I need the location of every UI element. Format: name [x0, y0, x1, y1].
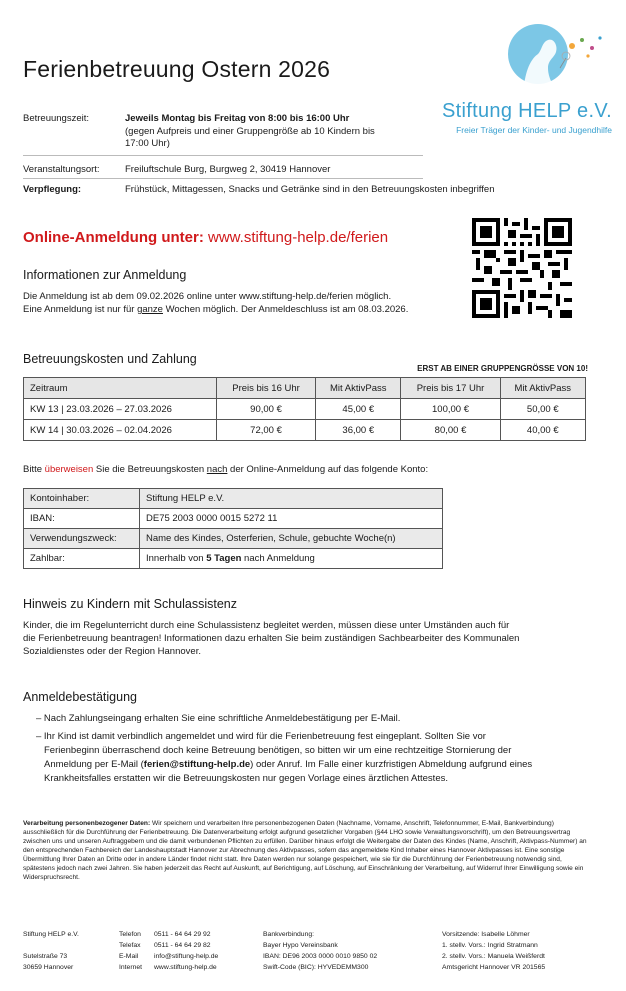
- table-header: Preis bis 16 Uhr: [217, 378, 316, 399]
- anmeldung-url: www.stiftung-help.de/ferien: [239, 291, 354, 302]
- cost-table: [23, 377, 586, 441]
- table-header: Mit AktivPass: [500, 378, 585, 399]
- footer-contact-labels: Telefon Telefax E-Mail Internet: [119, 931, 143, 971]
- privacy-notice: Verarbeitung personenbezogener Daten: Wir speichern und verarbeiten Ihre personenbezogenen Daten (Nachname, Vorname, Anschrift, Telefonnummer, E-Mail, Bankverbindung) ausschließlich für die Durchführung der Ferienbetreuung. Die Datenverarbeitung erfolgt aufgrund gesetzlicher Vorgaben (§44 LHO sowie Verwaltungsvorschrift), um den Betreuungsvertrag zwischen uns und unseren Auftraggebern und die damit verbundenen Pflichten zu erfüllen. Darüber hinaus erfolgt die Weitergabe der Daten des Kindes (Name, Anschrift, Aktivpass-Nummer) an den entsprechenden Fachbereich der Landeshauptstadt Hannover zur Abrechnung des Aktivpasses, sofern das angemeldete Kind Inhaber eines Hannover Aktivpasses ist. Eine sonstige Übermittlung Ihrer Daten an Dritte oder in andere Länder findet nicht statt. Ihre Daten werden nur solange gespeichert, wie sie für die Durchführung der Ferienbetreuung notwendig sind, spätestens jedoch nach zwei Jahren. Sie haben jederzeit das Recht auf Auskunft, auf Berichtigung, auf Löschung, auf Einschränkung der Verarbeitung, auf Widerruf Ihrer Einwilligung sowie ein Widerspruchsrecht.: [23, 820, 587, 881]
- logo: [432, 24, 612, 134]
- table-cell: Zahlbar:: [24, 549, 140, 569]
- table-cell: 50,00 €: [500, 399, 585, 420]
- divider: [23, 155, 423, 156]
- verpflegung-value: Frühstück, Mittagessen, Snacks und Getränke sind in den Betreuungskosten inbegriffen: [125, 184, 495, 195]
- kosten-heading: Betreuungskosten und Zahlung: [23, 352, 197, 366]
- betreuungszeit-note-2: 17:00 Uhr): [125, 138, 170, 149]
- footer-org: Stiftung HELP e.V. Sutelstraße 73 30659 Hannover: [23, 931, 79, 971]
- table-row: [24, 489, 443, 509]
- schulassistenz-line-3: Sozialdienstes oder der Region Hannover.: [23, 646, 201, 657]
- footer-bank: Bankverbindung: Bayer Hypo Vereinsbank IBAN: DE96 2003 0000 0010 9850 02 Swift-Code (BIC): HYVEDEMM300: [263, 931, 378, 971]
- anmeldung-line-2: Eine Anmeldung ist nur für ganze Wochen möglich. Der Anmeldeschluss ist am 08.03.2026.: [23, 304, 409, 315]
- table-cell: Innerhalb von 5 Tagen nach Anmeldung: [140, 549, 443, 569]
- table-cell: DE75 2003 0000 0015 5272 11: [140, 509, 443, 529]
- verpflegung-label: Verpflegung:: [23, 184, 82, 195]
- betreuungszeit-value: Jeweils Montag bis Freitag von 8:00 bis 16:00 Uhr: [125, 113, 350, 124]
- kosten-note: ERST AB EINER GRUPPENGRÖSSE VON 10!: [417, 364, 588, 373]
- bestaetigung-item-2-line-3: Anmeldung per E-Mail (ferien@stiftung-help.de) oder Anruf. Im Falle einer kurzfristigen Abmeldung aufgrund eines: [44, 759, 533, 770]
- footer-contact-values: 0511 - 64 64 29 92 0511 - 64 64 29 82 info@stiftung-help.de www.stiftung-help.de: [154, 931, 219, 971]
- footer-web-link[interactable]: www.stiftung-help.de: [154, 964, 217, 971]
- table-cell: Verwendungszweck:: [24, 529, 140, 549]
- logo-subtitle: Freier Träger der Kinder- und Jugendhilfe: [456, 125, 612, 135]
- anmeldung-heading: Informationen zur Anmeldung: [23, 268, 187, 282]
- bank-intro: Bitte überweisen Sie die Betreuungskosten nach der Online-Anmeldung auf das folgende Konto:: [23, 464, 429, 475]
- table-cell: KW 14 | 30.03.2026 – 02.04.2026: [24, 420, 217, 441]
- bestaetigung-item-1: – Nach Zahlungseingang erhalten Sie eine schriftliche Anmeldebestätigung per E-Mail.: [36, 713, 401, 724]
- table-cell: Stiftung HELP e.V.: [140, 489, 443, 509]
- table-cell: 40,00 €: [500, 420, 585, 441]
- table-cell: 45,00 €: [316, 399, 401, 420]
- table-cell: Kontoinhaber:: [24, 489, 140, 509]
- table-cell: KW 13 | 23.03.2026 – 27.03.2026: [24, 399, 217, 420]
- divider: [23, 178, 423, 179]
- online-label: Online-Anmeldung unter:: [23, 229, 204, 246]
- bestaetigung-item-2-line-2: Ferienbeginn überraschend doch keine Betreuung benötigen, so bitten wir um eine rechtzeitige Stornierung der: [44, 745, 512, 756]
- qr-code-icon: [472, 218, 572, 318]
- online-registration: [23, 229, 388, 246]
- table-row: [24, 509, 443, 529]
- table-cell: IBAN:: [24, 509, 140, 529]
- table-row: [24, 529, 443, 549]
- table-header: Mit AktivPass: [316, 378, 401, 399]
- dandelion-icon: [502, 28, 612, 92]
- footer-email-link[interactable]: info@stiftung-help.de: [154, 953, 219, 960]
- table-header: Zeitraum: [24, 378, 217, 399]
- table-cell: 90,00 €: [217, 399, 316, 420]
- logo-name: Stiftung HELP e.V.: [442, 100, 612, 122]
- table-cell: 100,00 €: [401, 399, 500, 420]
- table-cell: Name des Kindes, Osterferien, Schule, gebuchte Woche(n): [140, 529, 443, 549]
- table-row: [24, 420, 586, 441]
- table-header: Preis bis 17 Uhr: [401, 378, 500, 399]
- schulassistenz-line-2: die Ferienbetreuung beantragen! Informationen dazu erhalten Sie beim zuständigen Sachbearbeiter des Kommunalen: [23, 633, 520, 644]
- online-url-link[interactable]: www.stiftung-help.de/ferien: [208, 229, 389, 246]
- table-cell: 36,00 €: [316, 420, 401, 441]
- table-cell: 72,00 €: [217, 420, 316, 441]
- ort-label: Veranstaltungsort:: [23, 164, 100, 175]
- footer-board: Vorsitzende: Isabelle Löhmer 1. stellv. Vors.: Ingrid Stratmann 2. stellv. Vors.: Manuela Weißferdt Amtsgericht Hannover VR 201565: [442, 931, 546, 971]
- ort-value: Freiluftschule Burg, Burgweg 2, 30419 Hannover: [125, 164, 331, 175]
- anmeldung-line-1: Die Anmeldung ist ab dem 09.02.2026 online unter www.stiftung-help.de/ferien möglich.: [23, 291, 392, 302]
- table-row: [24, 399, 586, 420]
- bestaetigung-item-2-line-1: – Ihr Kind ist damit verbindlich angemeldet und wird für die Ferienbetreuung fest eingeplant. Sollten Sie vor: [36, 731, 486, 742]
- table-cell: 80,00 €: [401, 420, 500, 441]
- bank-table: [23, 488, 443, 569]
- betreuungszeit-note-1: (gegen Aufpreis und einer Gruppengröße ab 10 Kindern bis: [125, 126, 375, 137]
- betreuungszeit-label: Betreuungszeit:: [23, 113, 90, 124]
- bestaetigung-heading: Anmeldebestätigung: [23, 690, 137, 704]
- schulassistenz-heading: Hinweis zu Kindern mit Schulassistenz: [23, 597, 237, 611]
- schulassistenz-line-1: Kinder, die im Regelunterricht durch eine Schulassistenz begleitet werden, müssen diese unter Umständen auch für: [23, 620, 510, 631]
- table-header-row: [24, 378, 586, 399]
- bestaetigung-item-2-line-4: Krankheitsfalles erstatten wir die Betreuungskosten nur gegen Vorlage eines ärztlichen Attestes.: [44, 773, 448, 784]
- table-row: [24, 549, 443, 569]
- page-title: Ferienbetreuung Ostern 2026: [23, 56, 331, 82]
